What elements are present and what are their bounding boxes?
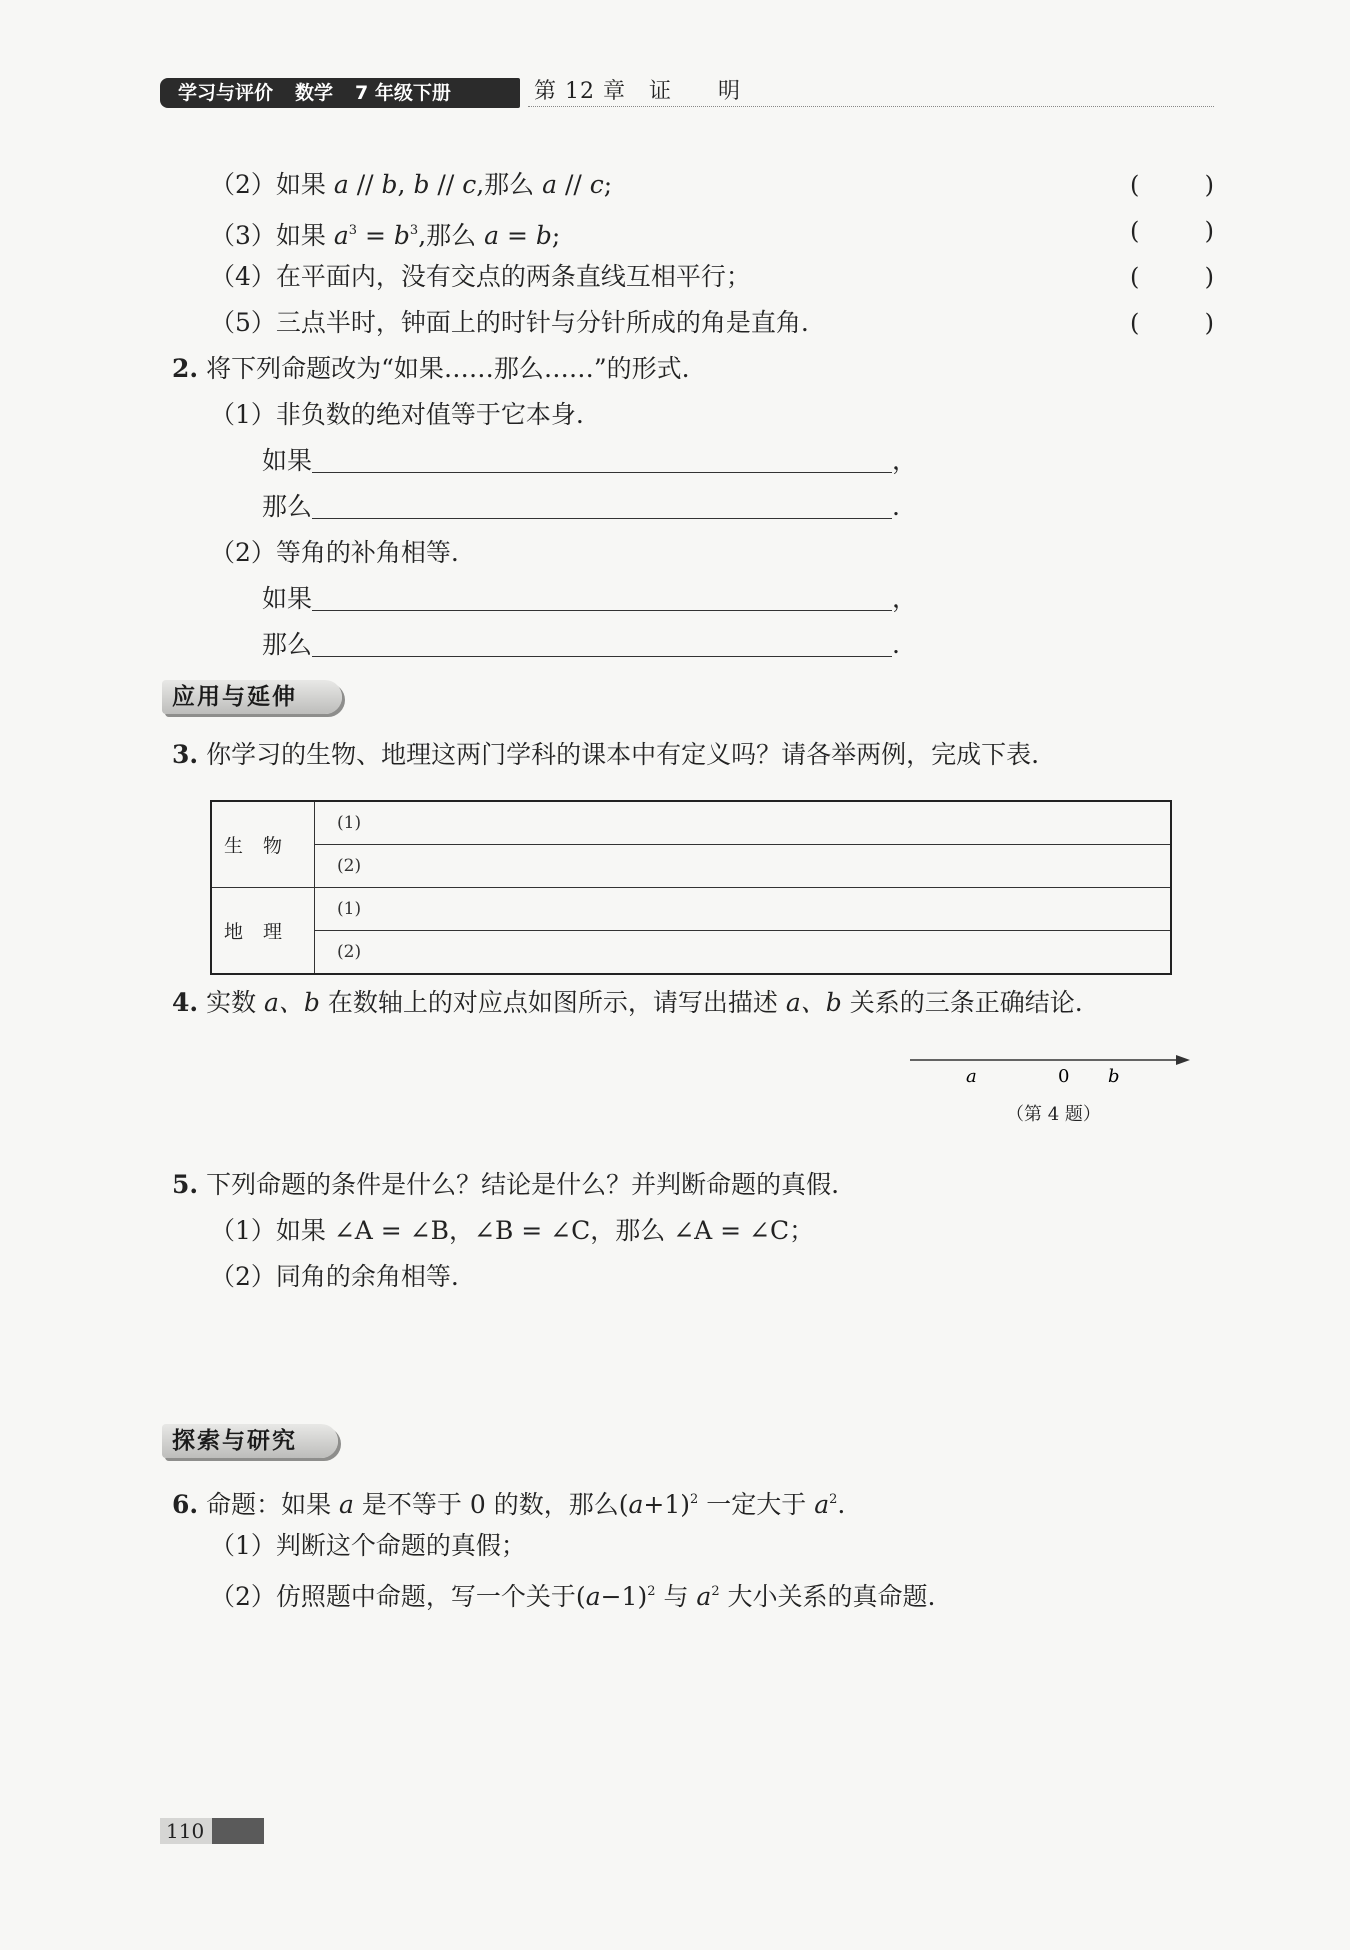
q2-sub1-if-blank[interactable] (312, 448, 892, 473)
table-row (211, 845, 1171, 888)
table-subject-biology: 生物 (211, 801, 315, 888)
table-row (211, 801, 1171, 845)
q2-sub2-then-line: 那么 . (262, 630, 900, 659)
q2-sub2-if-blank[interactable] (312, 586, 892, 611)
table-row (211, 888, 1171, 931)
q2-sub2-if-line: 如果 ， (262, 584, 918, 613)
table-cell-biology-2[interactable]: (2) (315, 845, 1172, 888)
axis-label-zero: 0 (1058, 1066, 1070, 1087)
table-cell-geography-2[interactable]: (2) (315, 931, 1172, 975)
q2-sub1-if-line: 如果 ， (262, 446, 918, 475)
q3-answer-table (210, 800, 1172, 975)
header-divider (528, 106, 1214, 107)
q5-stem: 5. 下列命题的条件是什么？结论是什么？并判断命题的真假. (172, 1170, 840, 1199)
q2-sub2-then-blank[interactable] (312, 632, 892, 657)
header-subject: 数学 (295, 82, 334, 104)
q4-stem: 4. 实数 a、b 在数轴上的对应点如图所示，请写出描述 a、b 关系的三条正确结论. (172, 988, 1083, 1017)
q5-sub2: （2）同角的余角相等. (210, 1262, 459, 1291)
number-line-arrow-icon (1176, 1055, 1190, 1065)
q1-item-2: （2）如果 a // b, b // c,那么 a // c; (210, 170, 613, 199)
q1-answer-paren-5[interactable]: ( ) (1130, 309, 1214, 337)
number-line (900, 1040, 1200, 1090)
axis-label-a: a (966, 1066, 977, 1087)
q1-answer-paren-3[interactable]: ( ) (1130, 217, 1214, 245)
q2-sub1-then-blank[interactable] (312, 494, 892, 519)
q3-stem: 3. 你学习的生物、地理这两门学科的课本中有定义吗？请各举两例，完成下表. (172, 740, 1040, 769)
section-banner-apply: 应用与延伸 (162, 680, 342, 714)
q2-stem: 2. 将下列命题改为“如果……那么……”的形式. (172, 354, 690, 383)
q1-answer-paren-4[interactable]: ( ) (1130, 263, 1214, 291)
figure-caption-q4: （第 4 题） (1006, 1104, 1101, 1125)
header-book-title: 学习与评价 (178, 82, 274, 104)
page-number: 110 (160, 1818, 264, 1844)
q2-sub1: （1）非负数的绝对值等于它本身. (210, 400, 584, 429)
table-row (211, 931, 1171, 975)
q1-item-4: （4）在平面内，没有交点的两条直线互相平行； (210, 262, 751, 291)
q1-item-5: （5）三点半时，钟面上的时针与分针所成的角是直角. (210, 308, 809, 337)
q1-item-3: （3）如果 $a^3 = b^3$,那么 a = b; (210, 221, 561, 250)
q6-sub2: （2）仿照题中命题，写一个关于$(a-1)^2$ 与 $a^2$ 大小关系的真命题. (210, 1582, 936, 1611)
q5-sub1: （1）如果 ∠A = ∠B，∠B = ∠C，那么 ∠A = ∠C； (210, 1216, 815, 1245)
section-banner-explore: 探索与研究 (162, 1424, 338, 1458)
q6-sub1: （1）判断这个命题的真假； (210, 1531, 526, 1560)
header-chapter-title: 第 12 章 证 明 (534, 79, 741, 104)
table-cell-biology-1[interactable]: (1) (315, 801, 1172, 845)
q2-sub1-then-line: 那么 . (262, 492, 900, 521)
q2-sub2: （2）等角的补角相等. (210, 538, 459, 567)
header-grade: 7 年级下册 (355, 82, 451, 104)
table-cell-geography-1[interactable]: (1) (315, 888, 1172, 931)
q1-answer-paren-2[interactable]: ( ) (1130, 171, 1214, 199)
axis-label-b: b (1108, 1066, 1120, 1087)
table-subject-geography: 地理 (211, 888, 315, 975)
q6-stem: 6. 命题：如果 a 是不等于 0 的数，那么$(a+1)^2$ 一定大于 $a^2$. (172, 1490, 846, 1519)
header-book-badge (160, 78, 520, 108)
